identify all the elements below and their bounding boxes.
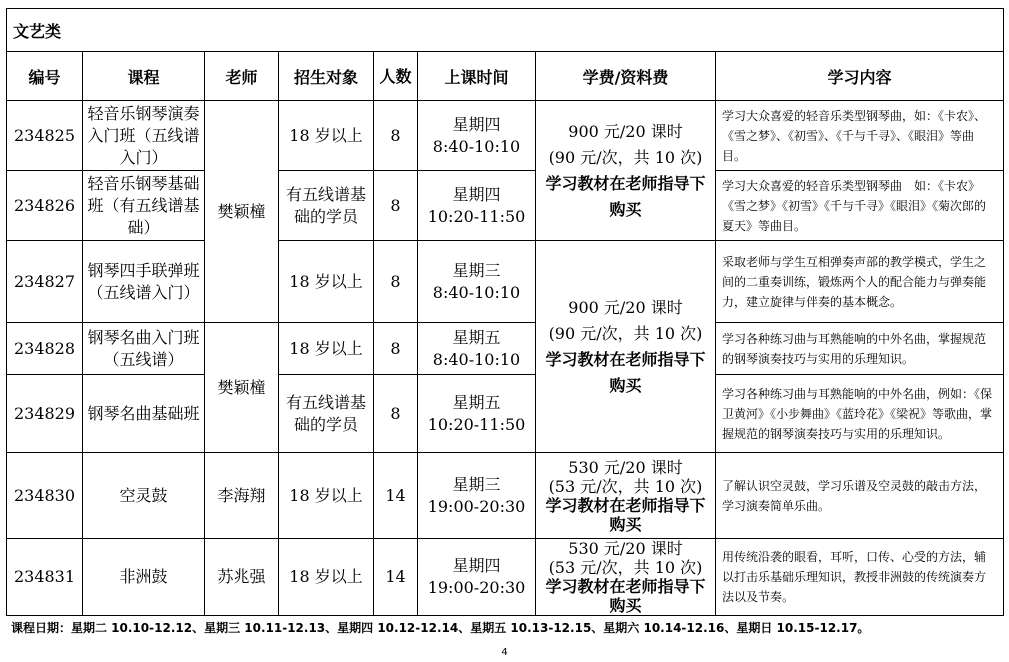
fee-note: 学习教材在老师指导下购买 xyxy=(545,349,706,395)
class-time xyxy=(418,453,536,539)
header-course: 课程 xyxy=(83,52,205,101)
fee-line2: (53 元/次，共 10 次) xyxy=(548,476,703,496)
class-time xyxy=(418,539,536,616)
header-teacher: 老师 xyxy=(205,52,279,101)
course-name: 非洲鼓 xyxy=(83,539,205,616)
teacher-name: 李海翔 xyxy=(205,453,279,539)
course-content: 学习大众喜爱的轻音乐类型钢琴曲 如：《卡农》《雪之梦》《初雪》《千与千寻》《眼泪》《菊次郎的夏天》等曲目。 xyxy=(716,171,1004,241)
class-hours: 8:40-10:10 xyxy=(432,349,521,369)
fee-cell xyxy=(536,101,716,241)
course-content: 学习各种练习曲与耳熟能响的中外名曲，例如：《保卫黄河》《小步舞曲》《蓝玲花》《梁祝》等歌曲，掌握规范的钢琴演奏技巧与实用的乐理知识。 xyxy=(716,375,1004,453)
fee-note: 学习教材在老师指导下购买 xyxy=(545,173,706,219)
enroll-target: 18 岁以上 xyxy=(279,539,374,616)
class-size: 8 xyxy=(374,241,418,323)
class-day: 星期五 xyxy=(452,327,501,347)
header-target: 招生对象 xyxy=(279,52,374,101)
class-time xyxy=(418,101,536,171)
class-time xyxy=(418,323,536,375)
fee-line2: (90 元/次，共 10 次) xyxy=(548,323,703,343)
fee-cell xyxy=(536,241,716,453)
class-hours: 19:00-20:30 xyxy=(427,496,526,516)
class-time xyxy=(418,171,536,241)
fee-cell xyxy=(536,539,716,616)
course-name: 钢琴名曲入门班（五线谱） xyxy=(83,323,205,375)
table-row xyxy=(7,453,1004,539)
table-row xyxy=(7,101,1004,171)
teacher-name: 樊颖橦 xyxy=(205,101,279,323)
enroll-target: 有五线谱基础的学员 xyxy=(279,375,374,453)
course-name: 轻音乐钢琴基础班（有五线谱基础） xyxy=(83,171,205,241)
table-row xyxy=(7,375,1004,453)
class-size: 8 xyxy=(374,171,418,241)
class-hours: 8:40-10:10 xyxy=(432,136,521,156)
course-code: 234831 xyxy=(7,539,83,616)
fee-line2: (90 元/次，共 10 次) xyxy=(548,147,703,167)
course-code: 234825 xyxy=(7,101,83,171)
course-code: 234829 xyxy=(7,375,83,453)
enroll-target: 有五线谱基础的学员 xyxy=(279,171,374,241)
category-title: 文艺类 xyxy=(7,9,1004,52)
course-code: 234828 xyxy=(7,323,83,375)
enroll-target: 18 岁以上 xyxy=(279,241,374,323)
course-dates-footer: 课程日期：星期二 10.10-12.12、星期三 10.11-12.13、星期四 10.12-12.14、星期五 10.13-12.15、星期六 10.14-12.16、星期日 10.15-12.17。 xyxy=(11,621,870,635)
course-content: 学习各种练习曲与耳熟能响的中外名曲，掌握规范的钢琴演奏技巧与实用的乐理知识。 xyxy=(716,323,1004,375)
header-row xyxy=(7,52,1004,101)
enroll-target: 18 岁以上 xyxy=(279,323,374,375)
class-day: 星期三 xyxy=(452,260,501,280)
fee-cell xyxy=(536,453,716,539)
course-table xyxy=(6,8,1004,616)
teacher-name: 樊颖橦 xyxy=(205,323,279,453)
course-name: 空灵鼓 xyxy=(83,453,205,539)
course-content: 了解认识空灵鼓，学习乐谱及空灵鼓的敲击方法，学习演奏简单乐曲。 xyxy=(716,453,1004,539)
fee-line1: 530 元/20 课时 xyxy=(568,539,683,558)
class-hours: 8:40-10:10 xyxy=(432,282,521,302)
enroll-target: 18 岁以上 xyxy=(279,453,374,539)
fee-line1: 900 元/20 课时 xyxy=(568,121,683,141)
class-time xyxy=(418,375,536,453)
class-size: 8 xyxy=(374,323,418,375)
fee-note: 学习教材在老师指导下购买 xyxy=(545,495,706,534)
header-content: 学习内容 xyxy=(716,52,1004,101)
course-code: 234827 xyxy=(7,241,83,323)
class-size: 14 xyxy=(374,539,418,616)
enroll-target: 18 岁以上 xyxy=(279,101,374,171)
course-code: 234826 xyxy=(7,171,83,241)
course-content: 采取老师与学生互相弹奏声部的教学模式，学生之间的二重奏训练，锻炼两个人的配合能力与弹奏能力，建立旋律与伴奏的基本概念。 xyxy=(716,241,1004,323)
table-row xyxy=(7,539,1004,616)
table-row xyxy=(7,241,1004,323)
table-row xyxy=(7,323,1004,375)
document-page xyxy=(6,8,1003,616)
header-code: 编号 xyxy=(7,52,83,101)
course-name: 轻音乐钢琴演奏入门班（五线谱入门） xyxy=(83,101,205,171)
course-name: 钢琴四手联弹班（五线谱入门） xyxy=(83,241,205,323)
fee-note: 学习教材在老师指导下购买 xyxy=(545,577,706,615)
course-name: 钢琴名曲基础班 xyxy=(83,375,205,453)
page-number: 4 xyxy=(501,647,508,658)
course-code: 234830 xyxy=(7,453,83,539)
class-day: 星期四 xyxy=(452,114,501,134)
class-time xyxy=(418,241,536,323)
course-content: 学习大众喜爱的轻音乐类型钢琴曲，如：《卡农》、《雪之梦》、《初雪》、《千与千寻》、《眼泪》等曲目。 xyxy=(716,101,1004,171)
class-hours: 19:00-20:30 xyxy=(427,578,526,597)
class-size: 8 xyxy=(374,375,418,453)
fee-line1: 900 元/20 课时 xyxy=(568,297,683,317)
class-size: 14 xyxy=(374,453,418,539)
class-hours: 10:20-11:50 xyxy=(427,206,526,226)
header-count: 人数 xyxy=(374,52,418,101)
teacher-name: 苏兆强 xyxy=(205,539,279,616)
class-day: 星期三 xyxy=(452,474,501,494)
course-content: 用传统沿袭的眼看，耳听，口传、心受的方法，辅以打击乐基础乐理知识，教授非洲鼓的传统演奏方法以及节奏。 xyxy=(716,539,1004,616)
table-row xyxy=(7,171,1004,241)
class-hours: 10:20-11:50 xyxy=(427,414,526,434)
header-fee: 学费/资料费 xyxy=(536,52,716,101)
fee-line1: 530 元/20 课时 xyxy=(568,457,683,477)
class-day: 星期四 xyxy=(452,556,501,575)
class-day: 星期五 xyxy=(452,392,501,412)
header-time: 上课时间 xyxy=(418,52,536,101)
fee-line2: (53 元/次，共 10 次) xyxy=(548,558,703,577)
class-size: 8 xyxy=(374,101,418,171)
class-day: 星期四 xyxy=(452,184,501,204)
